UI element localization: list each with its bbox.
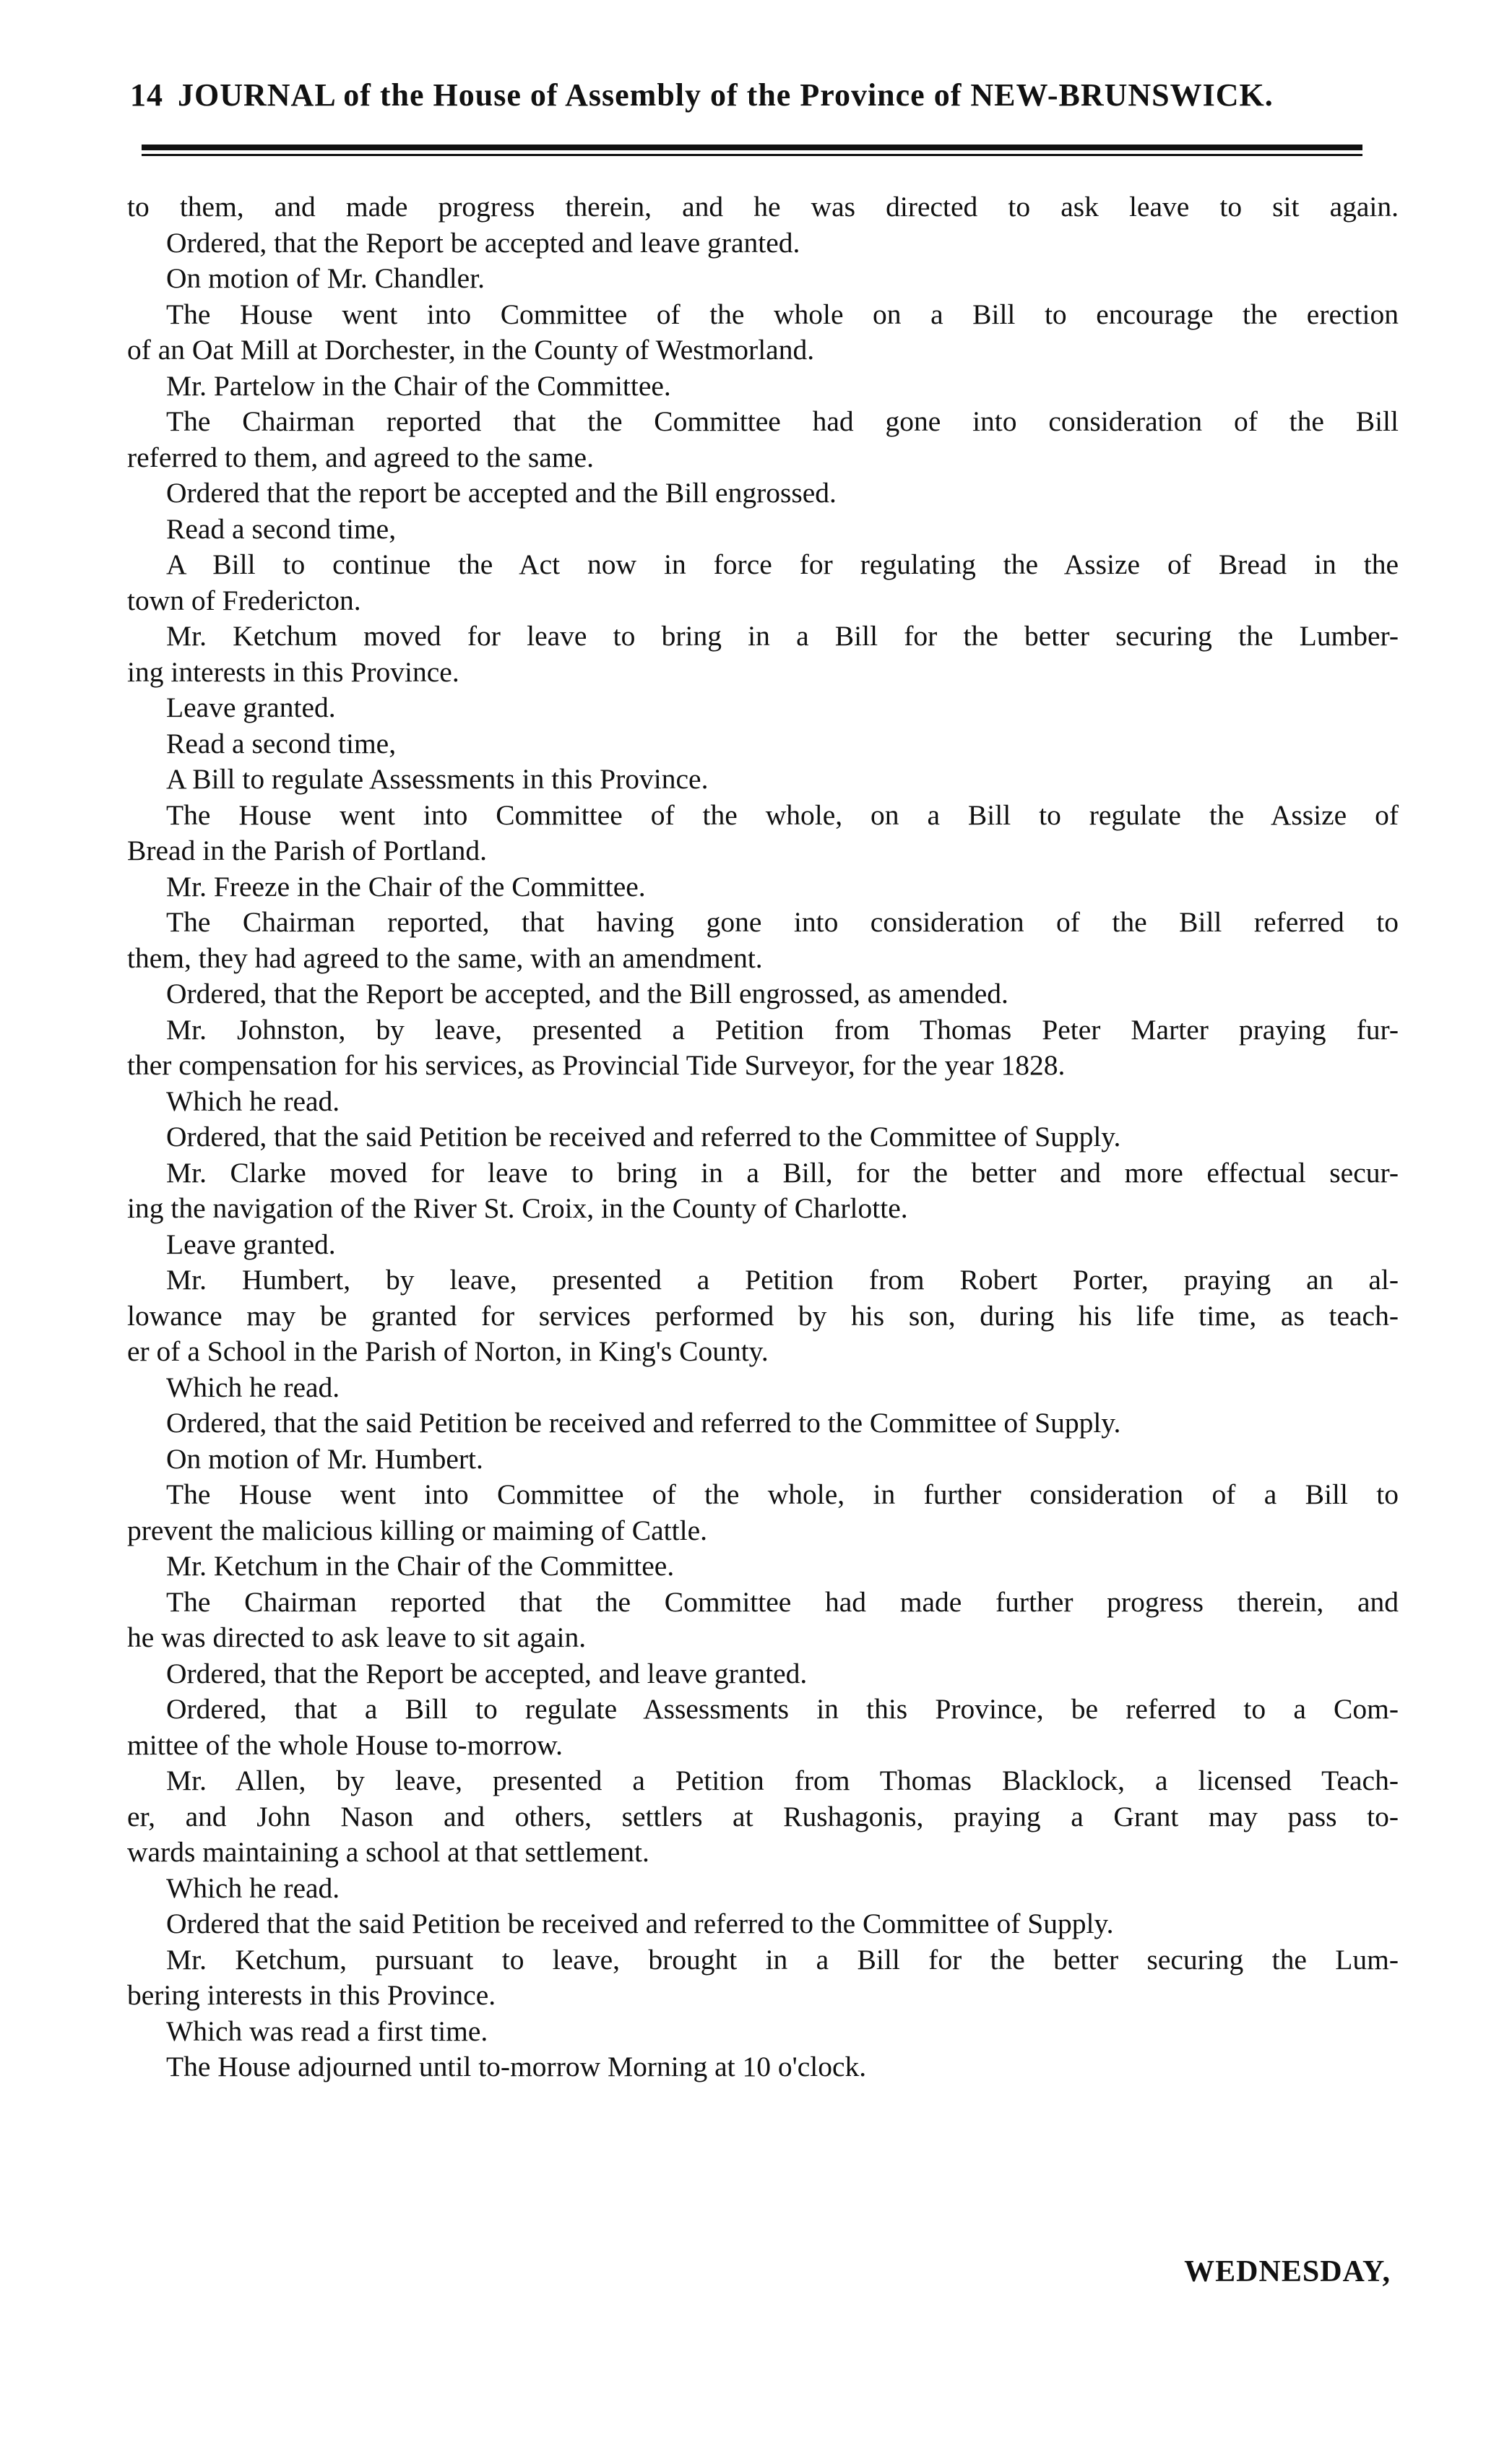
journal-line: The House adjourned until to-morrow Morning at 10 o'clock. xyxy=(166,2051,867,2082)
journal-line: Ordered, that the said Petition be received and referred to the Committee of Supply. xyxy=(166,1121,1121,1153)
journal-line: The House went into Committee of the whole on a Bill to encourage the erection xyxy=(166,298,1399,330)
journal-line: The Chairman reported that the Committee had gone into consideration of the Bill xyxy=(166,405,1399,437)
journal-line: The House went into Committee of the whole, on a Bill to regulate the Assize of xyxy=(166,798,1399,831)
journal-line: Ordered, that the said Petition be received and referred to the Committee of Supply. xyxy=(166,1407,1121,1439)
journal-line: mittee of the whole House to-morrow. xyxy=(127,1728,563,1761)
journal-line: Which was read a first time. xyxy=(166,2015,488,2047)
journal-line: A Bill to continue the Act now in force for regulating the Assize of Bread in the xyxy=(166,548,1399,580)
journal-line: The Chairman reported that the Committee had made further progress therein, and xyxy=(166,1585,1399,1618)
journal-line: town of Fredericton. xyxy=(127,584,361,616)
journal-line: Bread in the Parish of Portland. xyxy=(127,835,488,866)
journal-line: Mr. Allen, by leave, presented a Petition from Thomas Blacklock, a licensed Teach- xyxy=(166,1765,1399,1796)
journal-line: Mr. Freeze in the Chair of the Committee. xyxy=(166,870,646,903)
journal-line: Read a second time, xyxy=(166,727,397,759)
journal-line: Which he read. xyxy=(166,1371,340,1403)
journal-line: wards maintaining a school at that settlement. xyxy=(127,1836,649,1868)
journal-line: ther compensation for his services, as Provincial Tide Surveyor, for the year 1828. xyxy=(127,1049,1066,1081)
journal-line: prevent the malicious killing or maiming of Cattle. xyxy=(127,1514,707,1546)
journal-line: Mr. Ketchum, pursuant to leave, brought in a Bill for the better securing the Lum- xyxy=(166,1943,1399,1976)
running-header xyxy=(130,75,1373,116)
journal-line: Ordered, that a Bill to regulate Assessments in this Province, be referred to a Com- xyxy=(166,1693,1399,1725)
journal-line: Mr. Johnston, by leave, presented a Petition from Thomas Peter Marter praying fur- xyxy=(166,1013,1399,1046)
journal-line: Read a second time, xyxy=(166,512,397,545)
journal-line: Leave granted. xyxy=(166,1228,336,1260)
journal-line: lowance may be granted for services performed by his son, during his life time, as teach- xyxy=(127,1299,1399,1332)
journal-line: The House went into Committee of the whole, in further consideration of a Bill to xyxy=(166,1478,1399,1510)
header-rule-thin xyxy=(142,154,1362,156)
journal-line: Ordered, that the Report be accepted, and leave granted. xyxy=(166,1657,808,1689)
journal-line: ing interests in this Province. xyxy=(127,655,459,688)
journal-line: Ordered, that the Report be accepted, and the Bill engrossed, as amended. xyxy=(166,978,1008,1009)
journal-line: Mr. Humbert, by leave, presented a Petition from Robert Porter, praying an al- xyxy=(166,1264,1399,1296)
journal-line: he was directed to ask leave to sit again. xyxy=(127,1621,587,1653)
journal-line: Ordered, that the Report be accepted and leave granted. xyxy=(166,226,800,259)
journal-line: On motion of Mr. Chandler. xyxy=(166,262,485,294)
journal-line: Mr. Ketchum moved for leave to bring in a Bill for the better securing the Lumber- xyxy=(166,620,1399,652)
journal-line: er of a School in the Parish of Norton, in King's County. xyxy=(127,1335,769,1367)
journal-line: Which he read. xyxy=(166,1871,340,1904)
journal-line: er, and John Nason and others, settlers at Rushagonis, praying a Grant may pass to- xyxy=(127,1800,1399,1832)
journal-line: Ordered that the report be accepted and the Bill engrossed. xyxy=(166,477,837,509)
page-number: 14 xyxy=(130,77,163,113)
header-title: JOURNAL of the House of Assembly of the Province of NEW-BRUNSWICK. xyxy=(178,77,1274,113)
journal-line: Mr. Ketchum in the Chair of the Committee. xyxy=(166,1550,675,1582)
header-rule-thick xyxy=(142,145,1362,150)
journal-line: ing the navigation of the River St. Croix, in the County of Charlotte. xyxy=(127,1192,908,1224)
journal-line: Ordered that the said Petition be received and referred to the Committee of Supply. xyxy=(166,1908,1114,1939)
journal-line: Leave granted. xyxy=(166,692,336,723)
journal-line: to them, and made progress therein, and he was directed to ask leave to sit again. xyxy=(127,191,1399,223)
journal-line: Mr. Partelow in the Chair of the Committee. xyxy=(166,369,671,402)
journal-line: Mr. Clarke moved for leave to bring in a Bill, for the better and more effectual secur- xyxy=(166,1156,1399,1189)
journal-line: referred to them, and agreed to the same. xyxy=(127,441,594,473)
journal-body xyxy=(127,189,1399,2085)
journal-line: them, they had agreed to the same, with an amendment. xyxy=(127,942,763,974)
journal-line: Which he read. xyxy=(166,1085,340,1117)
catchword: WEDNESDAY, xyxy=(1184,2255,1391,2288)
journal-line: bering interests in this Province. xyxy=(127,1979,496,2011)
journal-line: On motion of Mr. Humbert. xyxy=(166,1442,483,1475)
journal-line: of an Oat Mill at Dorchester, in the County of Westmorland. xyxy=(127,334,815,366)
journal-line: A Bill to regulate Assessments in this Province. xyxy=(166,763,709,795)
journal-line: The Chairman reported, that having gone into consideration of the Bill referred to xyxy=(166,906,1399,938)
